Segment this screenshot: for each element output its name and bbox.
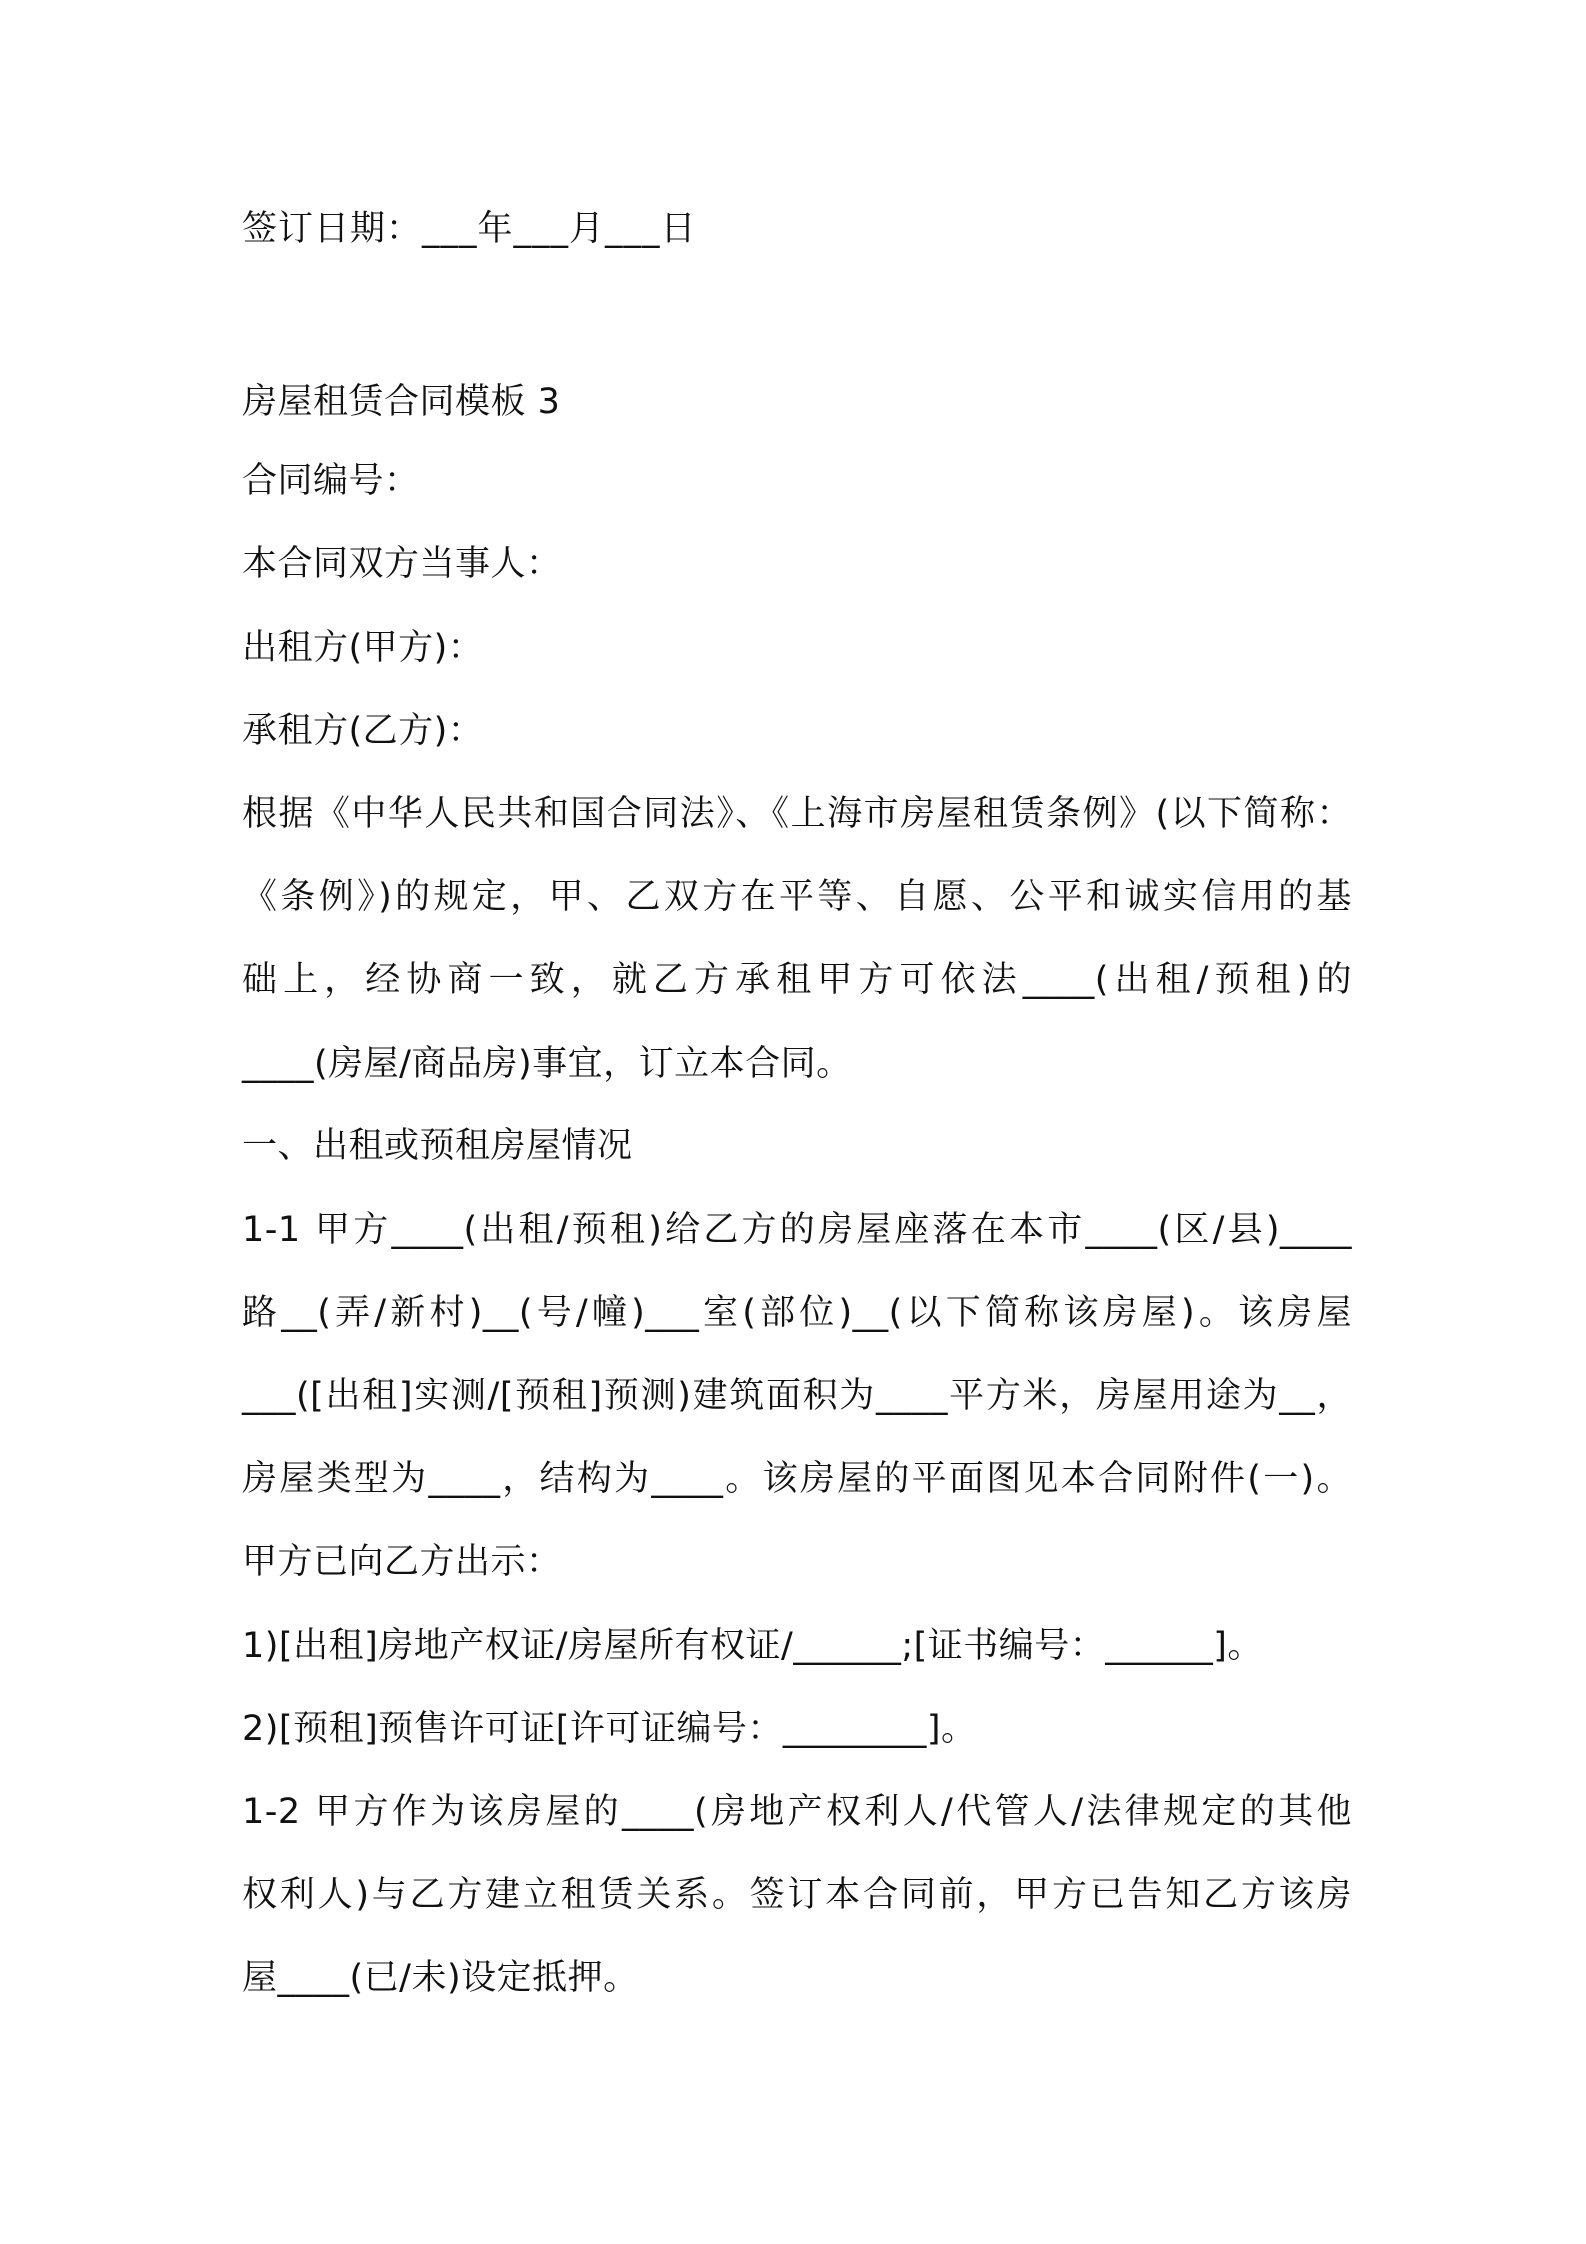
lessee-label: 承租方(乙方)： <box>242 711 484 751</box>
lessor-label: 出租方(甲方)： <box>242 628 484 668</box>
clause-1-1-line-5: 甲方已向乙方出示： <box>242 1542 562 1582</box>
clause-1-1-line-2: 路__(弄/新村)__(号/幢)___室(部位)__(以下简称该房屋)。该房屋 <box>242 1293 1352 1333</box>
clause-1-1-line-3: ___([出租]实测/[预租]预测)建筑面积为____平方米，房屋用途为__， <box>242 1376 1352 1416</box>
certificate-item-2: 2)[预租]预售许可证[许可证编号：________]。 <box>242 1709 977 1749</box>
section-1-heading: 一、出租或预租房屋情况 <box>242 1126 633 1166</box>
preamble-line-1: 根据《中华人民共和国合同法》、《上海市房屋租赁条例》(以下简称： <box>242 794 1352 834</box>
preamble-line-2: 《条例》)的规定，甲、乙双方在平等、自愿、公平和诚实信用的基 <box>242 877 1352 917</box>
clause-1-2-line-2: 权利人)与乙方建立租赁关系。签订本合同前，甲方已告知乙方该房 <box>242 1875 1352 1915</box>
clause-1-2-line-3: 屋____(已/未)设定抵押。 <box>242 1958 639 1998</box>
template-title: 房屋租赁合同模板 3 <box>242 382 561 422</box>
signing-date: 签订日期：___年___月___日 <box>242 209 697 249</box>
certificate-item-1: 1)[出租]房地产权证/房屋所有权证/______;[证书编号：______]。 <box>242 1626 1263 1666</box>
preamble-line-4: ____(房屋/商品房)事宜，订立本合同。 <box>242 1044 852 1084</box>
clause-1-1-line-4: 房屋类型为____，结构为____。该房屋的平面图见本合同附件(一)。 <box>242 1459 1352 1499</box>
clause-1-1-line-1: 1-1 甲方____(出租/预租)给乙方的房屋座落在本市____(区/县)____ <box>242 1210 1352 1250</box>
contract-number-label: 合同编号： <box>242 461 420 501</box>
clause-1-2-line-1: 1-2 甲方作为该房屋的____(房地产权利人/代管人/法律规定的其他 <box>242 1792 1352 1832</box>
preamble-line-3: 础上，经协商一致，就乙方承租甲方可依法____(出租/预租)的 <box>242 960 1352 1000</box>
parties-label: 本合同双方当事人： <box>242 544 562 584</box>
